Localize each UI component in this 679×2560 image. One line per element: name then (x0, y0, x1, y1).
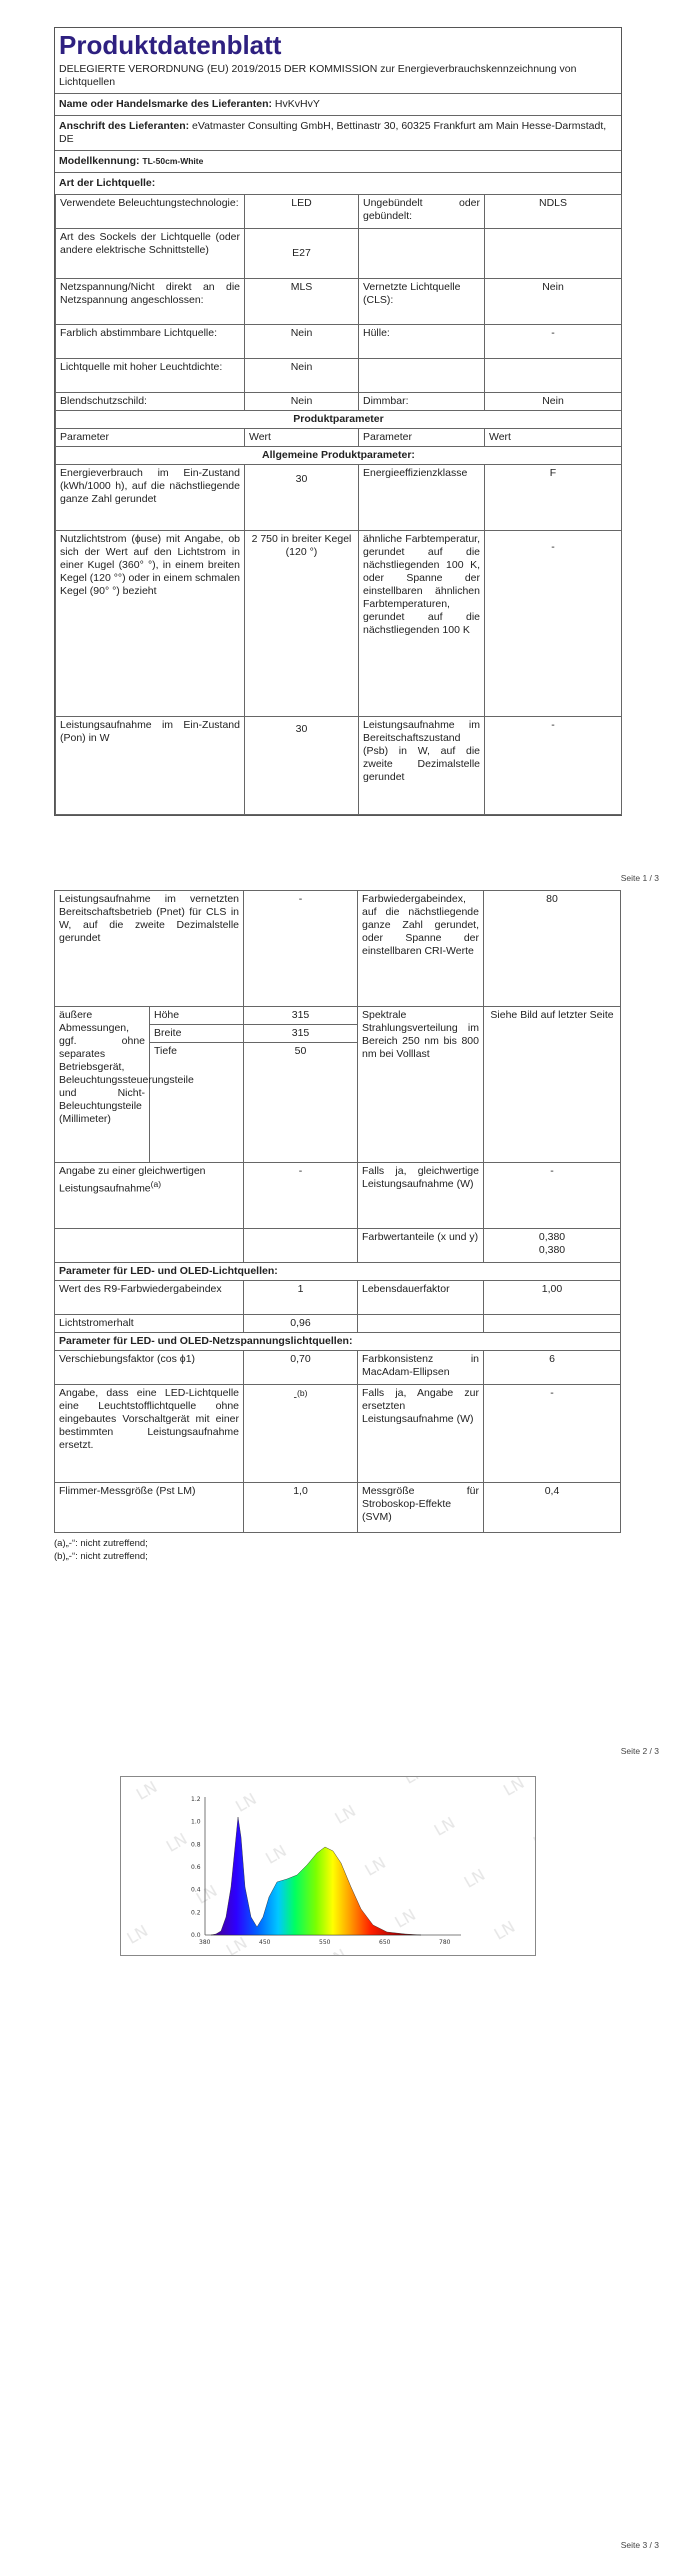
equiv-value: - (244, 1163, 358, 1229)
spectrum-x-tick: 780 (439, 1939, 451, 1946)
spectrum-y-tick: 1.0 (191, 1818, 201, 1826)
spectral-label: Spektrale Strahlungsverteilung im Bereich 250 nm bis 800 nm bei Volllast (358, 1007, 484, 1163)
cri-label: Farbwiedergabeindex, auf die nächstliegende ganze Zahl gerundet, oder Spanne der einstellbaren CRI-Werte (358, 891, 484, 1007)
tech-label: Verwendete Beleuchtungstechnologie: (56, 195, 245, 229)
extra-params-table (54, 890, 621, 1533)
datasheet-page-2 (54, 890, 620, 1563)
footnotes (54, 1537, 620, 1563)
socket-empty-2 (485, 229, 622, 279)
flicker-value: 1,0 (244, 1483, 358, 1533)
equiv-power-label: Falls ja, gleichwertige Leistungsaufnahme (W) (358, 1163, 484, 1229)
replacement-value-cell (244, 1385, 358, 1483)
chroma-empty-1 (55, 1229, 244, 1263)
supplier-name-label: Name oder Handelsmarke des Lieferanten: (59, 98, 272, 110)
page-1-footer: Seite 1 / 3 (620, 873, 659, 883)
depth-label: Tiefe (150, 1043, 244, 1163)
spectrum-y-tick: 0.0 (191, 1932, 201, 1939)
regulation-subtitle: DELEGIERTE VERORDNUNG (EU) 2019/2015 DER KOMMISSION zur Energieverbrauchskennzeichnung von Lichtquellen (59, 63, 577, 88)
replacement-footnote-ref: (b) (297, 1388, 308, 1398)
r9-label: Wert des R9-Farbwiedergabeindex (55, 1281, 244, 1315)
footnote-a: (a)„-“: nicht zutreffend; (54, 1538, 148, 1549)
height-label: Höhe (150, 1007, 244, 1025)
flux-maintenance-label: Lichtstromerhalt (55, 1315, 244, 1333)
mains-value: MLS (245, 279, 359, 325)
spectrum-y-tick: 0.4 (191, 1886, 201, 1894)
spectrum-x-tick: 380 (199, 1939, 211, 1946)
high-luminance-value: Nein (245, 359, 359, 393)
supplier-address-row (55, 115, 621, 150)
model-row (55, 150, 621, 172)
replaced-power-label: Falls ja, Angabe zur ersetzten Leistungsaufnahme (W) (358, 1385, 484, 1483)
datasheet-page-1 (54, 27, 622, 816)
equiv-power-value: - (484, 1163, 621, 1229)
glare-label: Blendschutzschild: (56, 393, 245, 411)
param-header-2: Parameter (359, 429, 485, 447)
maint-empty-2 (484, 1315, 621, 1333)
luminance-empty-2 (485, 359, 622, 393)
width-value: 315 (244, 1025, 358, 1043)
page-title: Produktdatenblatt (59, 30, 282, 60)
spectral-value: Siehe Bild auf letzter Seite (484, 1007, 621, 1163)
depth-value: 50 (244, 1043, 358, 1163)
spectrum-figure (120, 1776, 536, 1956)
supplier-address-label: Anschrift des Lieferanten: (59, 120, 190, 132)
spectrum-y-tick: 0.8 (191, 1841, 201, 1849)
model-value: TL-50cm-White (142, 156, 204, 166)
replacement-label: Angabe, dass eine LED-Lichtquelle eine Leuchtstofflichtquelle ohne eingebautes Vorschaltgerät mit einer bestimmten Leistungsaufnahme ersetzt. (55, 1385, 244, 1483)
energy-consumption-label: Energieverbrauch im Ein-Zustand (kWh/1000 h), auf die nächstliegende ganze Zahl gerundet (56, 465, 245, 531)
energy-consumption-value: 30 (245, 465, 359, 531)
led-params-heading: Parameter für LED- und OLED-Lichtquellen: (55, 1263, 621, 1281)
energy-class-value: F (485, 465, 622, 531)
socket-value: E27 (245, 229, 359, 279)
cosphi-value: 0,70 (244, 1351, 358, 1385)
footnote-b: (b)„-“: nicht zutreffend; (54, 1551, 148, 1562)
spectrum-x-tick: 450 (259, 1939, 271, 1946)
cct-label: ähnliche Farbtemperatur, gerundet auf die nächstliegenden 100 K, oder Spanne der einstellbaren ähnlichen Farbtemperaturen, gerundet auf die nächstliegenden 100 K (359, 531, 485, 717)
spectrum-y-tick: 0.6 (191, 1864, 201, 1871)
power-on-text: Leistungsaufnahme im Ein-Zustand (Pon) in W (60, 719, 240, 744)
flux-maintenance-value: 0,96 (244, 1315, 358, 1333)
cri-value: 80 (484, 891, 621, 1007)
spectrum-y-tick: 0.2 (191, 1909, 201, 1917)
spectrum-x-tick: 550 (319, 1939, 331, 1946)
chroma-empty-2 (244, 1229, 358, 1263)
value-header-2: Wert (485, 429, 622, 447)
maint-empty-1 (358, 1315, 484, 1333)
page-2-footer: Seite 2 / 3 (620, 1746, 659, 1756)
chroma-label: Farbwertanteile (x und y) (358, 1229, 484, 1263)
value-header-1: Wert (245, 429, 359, 447)
supplier-name-row (55, 93, 621, 115)
flicker-label: Flimmer-Messgröße (Pst LM) (55, 1483, 244, 1533)
cct-value: - (485, 531, 622, 717)
width-label: Breite (150, 1025, 244, 1043)
cosphi-label: Verschiebungsfaktor (cos ϕ1) (55, 1351, 244, 1385)
chroma-y: 0,380 (538, 1244, 566, 1256)
net-standby-label: Leistungsaufnahme im vernetzten Bereitschaftsbetrieb (Pnet) für CLS in W, auf die zweite Dezimalstelle gerundet (55, 891, 244, 1007)
standby-value: - (485, 717, 622, 815)
equiv-label: Angabe zu einer gleichwertigen Leistungsaufnahme (59, 1165, 206, 1195)
power-on-value: 30 (245, 717, 359, 815)
net-standby-value: - (244, 891, 358, 1007)
cls-label: Vernetzte Lichtquelle (CLS): (359, 279, 485, 325)
lifetime-factor-label: Lebensdauerfaktor (358, 1281, 484, 1315)
svm-value: 0,4 (484, 1483, 621, 1533)
bundled-label: Ungebündelt oder gebündelt: (359, 195, 485, 229)
chroma-x: 0,380 (538, 1231, 566, 1243)
led-mains-params-heading: Parameter für LED- und OLED-Netzspannungslichtquellen: (55, 1333, 621, 1351)
color-consistency-label: Farbkonsistenz in MacAdam-Ellipsen (358, 1351, 484, 1385)
tech-value: LED (245, 195, 359, 229)
luminous-flux-label: Nutzlichtstrom (ϕuse) mit Angabe, ob sich der Wert auf den Lichtstrom in einer Kugel (360° °), in einem breiten Kegel (120 °°) oder in einem schmalen Kegel (90° °) bezieht (56, 531, 245, 717)
bundled-value: NDLS (485, 195, 622, 229)
equiv-footnote-ref: (a) (150, 1179, 162, 1189)
standby-label: Leistungsaufnahme im Bereitschaftszustand (Psb) in W, auf die zweite Dezimalstelle gerundet (359, 717, 485, 815)
socket-empty-1 (359, 229, 485, 279)
equiv-power-indication (55, 1163, 244, 1229)
general-params-heading: Allgemeine Produktparameter: (56, 447, 622, 465)
color-tunable-value: Nein (245, 325, 359, 359)
replaced-power-value: - (484, 1385, 621, 1483)
chroma-values (484, 1229, 621, 1263)
page-3-footer: Seite 3 / 3 (620, 2540, 659, 2550)
color-tunable-label: Farblich abstimmbare Lichtquelle: (56, 325, 245, 359)
cls-value: Nein (485, 279, 622, 325)
product-params-heading: Produktparameter (56, 411, 622, 429)
supplier-address: eVatmaster Consulting GmbH, Bettinastr 30, 60325 Frankfurt am Main Hesse-Darmstadt, DE (59, 120, 607, 145)
color-consistency-value: 6 (484, 1351, 621, 1385)
dimmable-label: Dimmbar: (359, 393, 485, 411)
envelope-label: Hülle: (359, 325, 485, 359)
dimmable-value: Nein (485, 393, 622, 411)
mains-label: Netzspannung/Nicht direkt an die Netzspannung angeschlossen: (56, 279, 245, 325)
lifetime-factor-value: 1,00 (484, 1281, 621, 1315)
envelope-value: - (485, 325, 622, 359)
replacement-value: - (293, 1391, 298, 1404)
dimensions-label: äußere Abmessungen, ggf. ohne separates Betriebsgerät, Beleuchtungssteuerungsteile und Nicht-Beleuchtungsteile (Millimeter) (55, 1007, 150, 1163)
glare-value: Nein (245, 393, 359, 411)
energy-class-label: Energieeffizienzklasse (359, 465, 485, 531)
power-on-label (56, 717, 245, 815)
height-value: 315 (244, 1007, 358, 1025)
high-luminance-label: Lichtquelle mit hoher Leuchtdichte: (56, 359, 245, 393)
spectrum-x-tick: 650 (379, 1939, 391, 1946)
luminous-flux-value: 2 750 in breiter Kegel (120 °) (245, 531, 359, 717)
light-source-type-label: Art der Lichtquelle: (55, 172, 621, 194)
svm-label: Messgröße für Stroboskop-Effekte (SVM) (358, 1483, 484, 1533)
model-label: Modellkennung: (59, 155, 140, 167)
r9-value: 1 (244, 1281, 358, 1315)
light-source-table (55, 194, 622, 815)
spectrum-y-tick: 1.2 (191, 1796, 201, 1803)
spectrum-graph (121, 1777, 535, 1955)
socket-label: Art des Sockels der Lichtquelle (oder andere elektrische Schnittstelle) (56, 229, 245, 279)
param-header-1: Parameter (56, 429, 245, 447)
supplier-name: HvKvHvY (274, 98, 320, 110)
luminance-empty-1 (359, 359, 485, 393)
